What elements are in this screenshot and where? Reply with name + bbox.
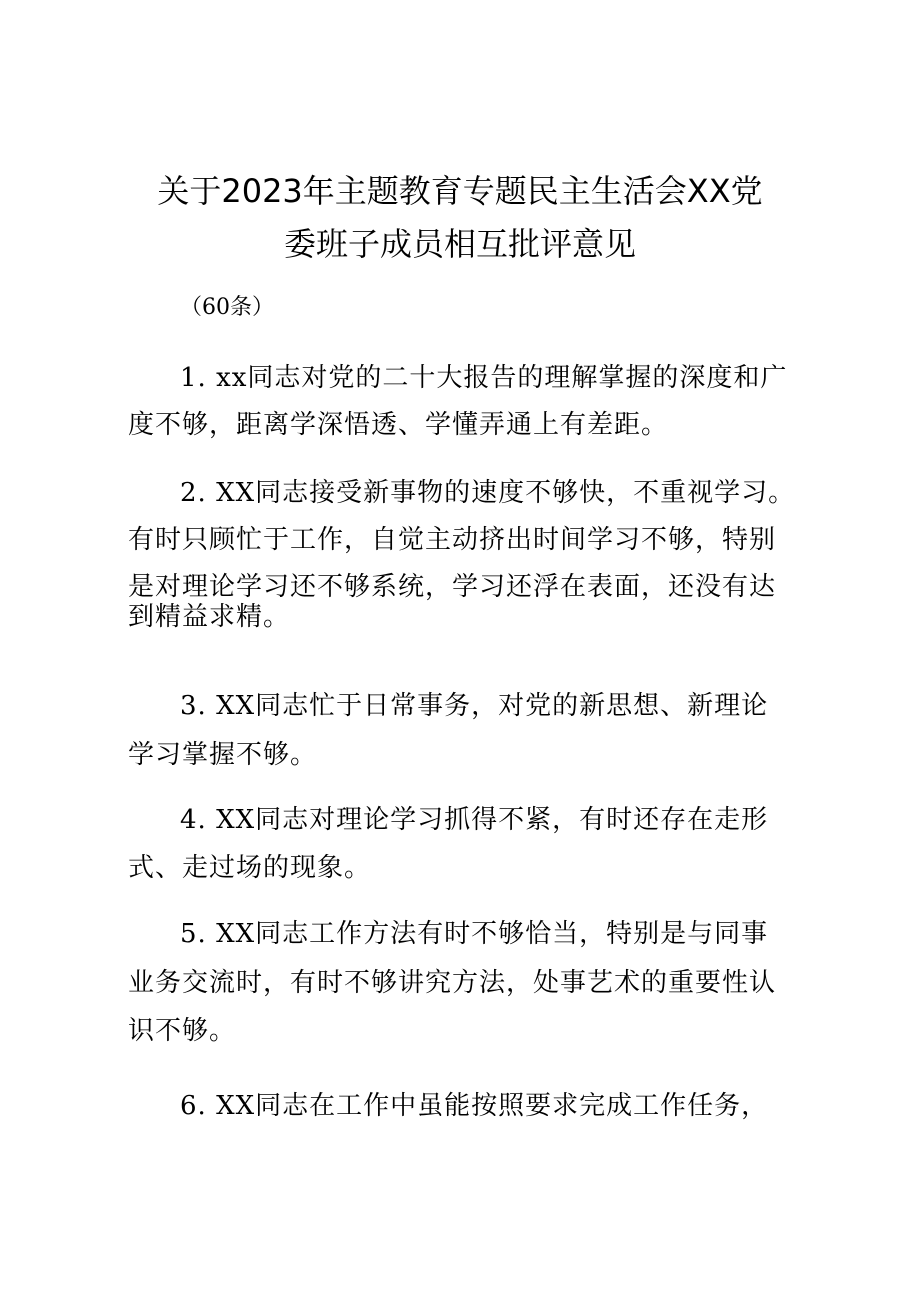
item-4-line-2: 式、走过场的现象。 [128, 853, 372, 883]
item-6-line-1: 6. XX同志在工作中虽能按照要求完成工作任务， [180, 1091, 769, 1121]
item-2-line-1: 2. XX同志接受新事物的速度不够快，不重视学习。 [180, 478, 796, 508]
item-5-line-3: 识不够。 [128, 1016, 237, 1046]
item-2-line-4: 到精益求精。 [128, 602, 291, 632]
item-3-line-1: 3. XX同志忙于日常事务，对党的新思想、新理论 [180, 691, 769, 721]
item-2-line-2: 有时只顾忙于工作，自觉主动挤出时间学习不够，特别 [128, 525, 777, 555]
item-3-line-2: 学习掌握不够。 [128, 740, 318, 770]
item-1-line-2: 度不够，距离学深悟透、学懂弄通上有差距。 [128, 410, 669, 440]
item-5-line-2: 业务交流时，有时不够讲究方法，处事艺术的重要性认 [128, 968, 777, 998]
item-2-line-3: 是对理论学习还不够系统，学习还浮在表面，还没有达 [128, 572, 777, 602]
document-title-line-2: 委班子成员相互批评意见 [283, 225, 636, 263]
item-count-note: （60条） [180, 295, 274, 320]
item-1-line-1: 1. xx同志对党的二十大报告的理解掌握的深度和广 [180, 363, 788, 393]
item-4-line-1: 4. XX同志对理论学习抓得不紧，有时还存在走形 [180, 805, 769, 835]
document-title-line-1: 关于2023年主题教育专题民主生活会XX党 [157, 172, 763, 210]
item-5-line-1: 5. XX同志工作方法有时不够恰当，特别是与同事 [180, 919, 769, 949]
